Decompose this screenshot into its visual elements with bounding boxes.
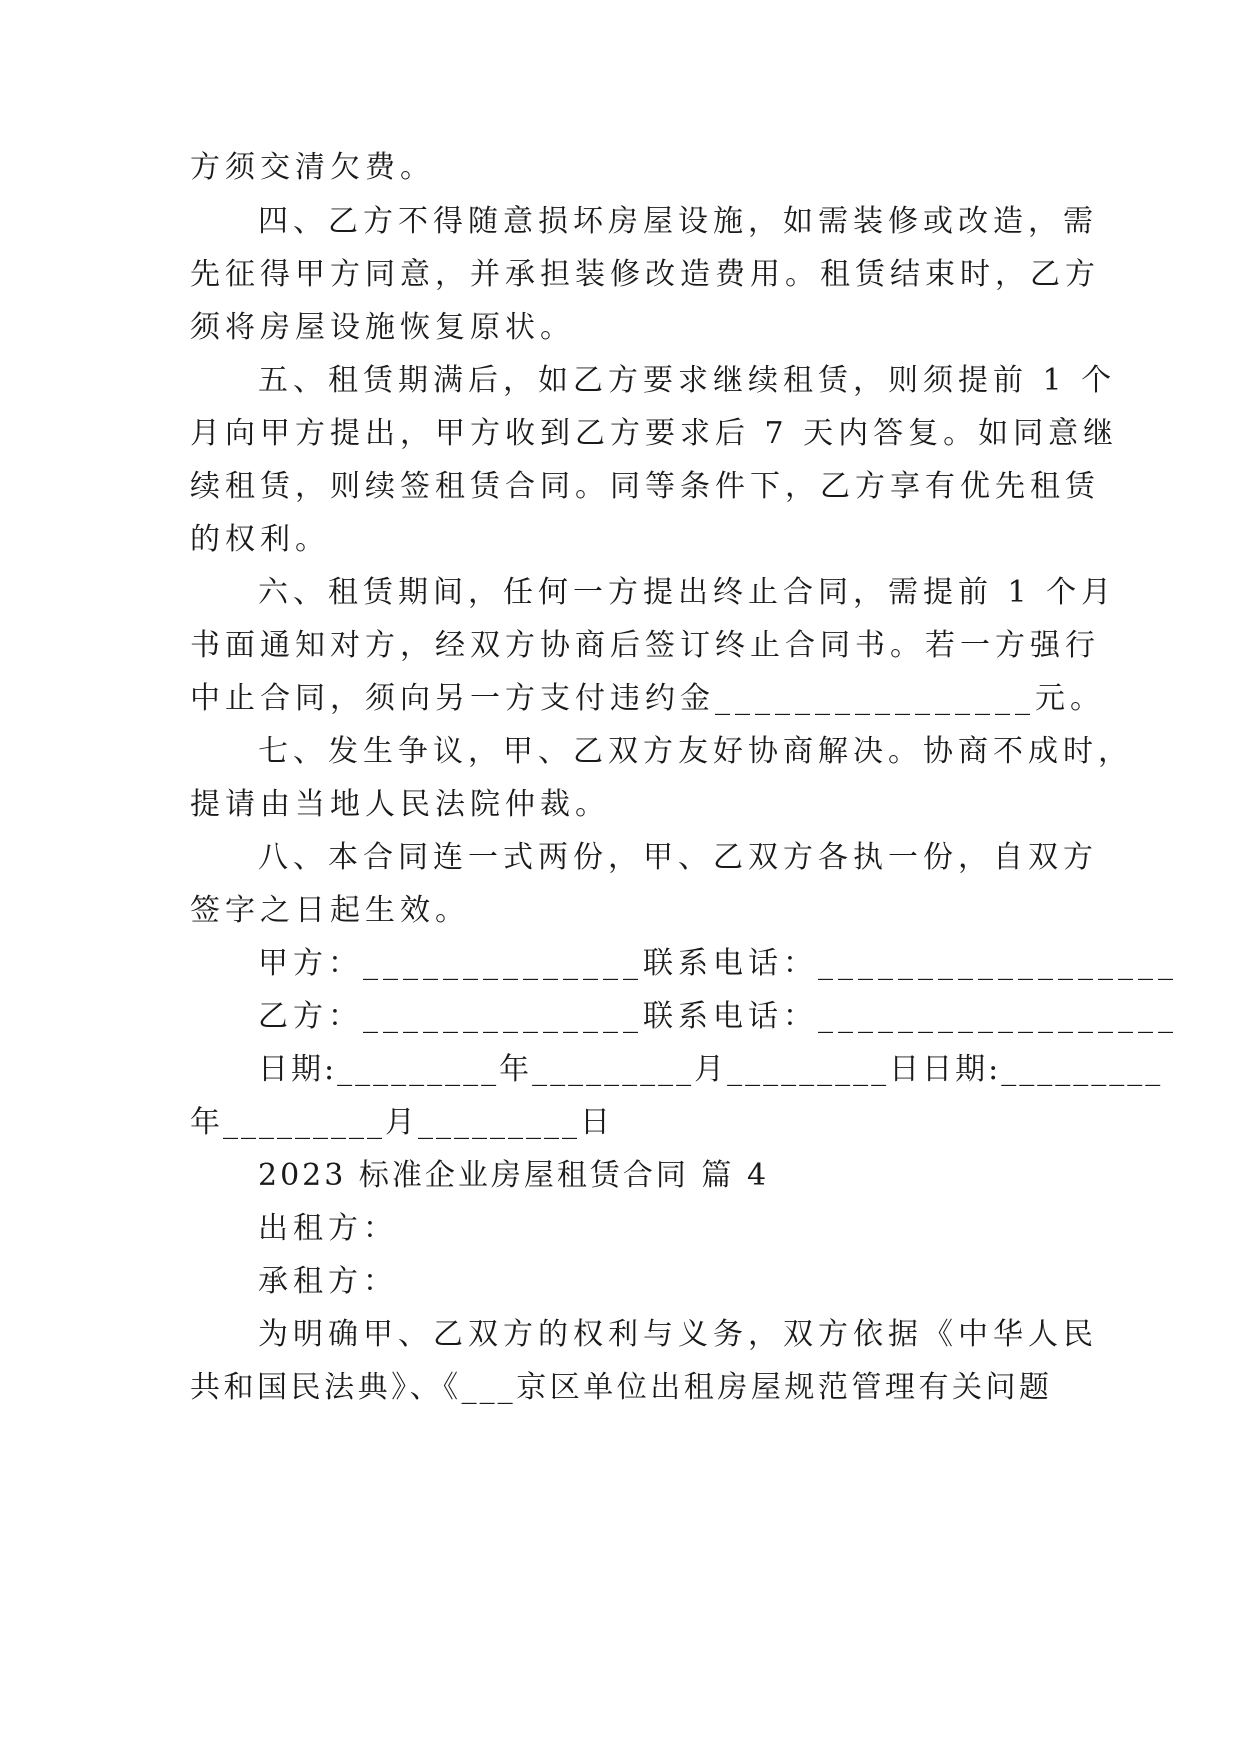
party-b-signature-line: 乙方：______________联系电话：__________________ bbox=[258, 999, 1178, 1034]
lessee-label: 承租方： bbox=[258, 1264, 398, 1299]
clause-8-line: 八、本合同连一式两份，甲、乙双方各执一份，自双方 bbox=[258, 840, 1098, 875]
text-line: 方须交清欠费。 bbox=[190, 150, 435, 185]
date-line-continued: 年_________月_________日 bbox=[190, 1105, 613, 1140]
text-line: 书面通知对方，经双方协商后签订终止合同书。若一方强行 bbox=[190, 628, 1100, 663]
text-line: 先征得甲方同意，并承担装修改造费用。租赁结束时，乙方 bbox=[190, 257, 1100, 292]
party-a-signature-line: 甲方：______________联系电话：__________________ bbox=[258, 946, 1178, 981]
penalty-line: 中止合同，须向另一方支付违约金________________元。 bbox=[190, 681, 1105, 716]
clause-6-line: 六、租赁期间，任何一方提出终止合同，需提前 1 个月 bbox=[258, 575, 1117, 610]
clause-5-line: 五、租赁期满后，如乙方要求继续租赁，则须提前 1 个 bbox=[258, 363, 1117, 398]
lessor-label: 出租方： bbox=[258, 1211, 398, 1246]
text-line: 续租赁，则续签租赁合同。同等条件下，乙方享有优先租赁 bbox=[190, 469, 1100, 504]
text-line: 须将房屋设施恢复原状。 bbox=[190, 310, 575, 345]
clause-4-line: 四、乙方不得随意损坏房屋设施，如需装修或改造，需 bbox=[258, 204, 1098, 239]
text-line: 签字之日起生效。 bbox=[190, 893, 470, 928]
section-heading: 2023 标准企业房屋租赁合同 篇 4 bbox=[258, 1158, 770, 1193]
text-line: 月向甲方提出，甲方收到乙方要求后 7 天内答复。如同意继 bbox=[190, 416, 1119, 451]
text-line: 提请由当地人民法院仲裁。 bbox=[190, 787, 610, 822]
date-line: 日期:_________年_________月_________日日期:_________ bbox=[258, 1052, 1164, 1087]
clause-7-line: 七、发生争议，甲、乙双方友好协商解决。协商不成时， bbox=[258, 734, 1133, 769]
text-line: 的权利。 bbox=[190, 522, 330, 557]
preamble-line: 为明确甲、乙双方的权利与义务，双方依据《中华人民 bbox=[258, 1317, 1098, 1352]
text-line: 共和国民法典》、《___京区单位出租房屋规范管理有关问题 bbox=[190, 1370, 1052, 1405]
